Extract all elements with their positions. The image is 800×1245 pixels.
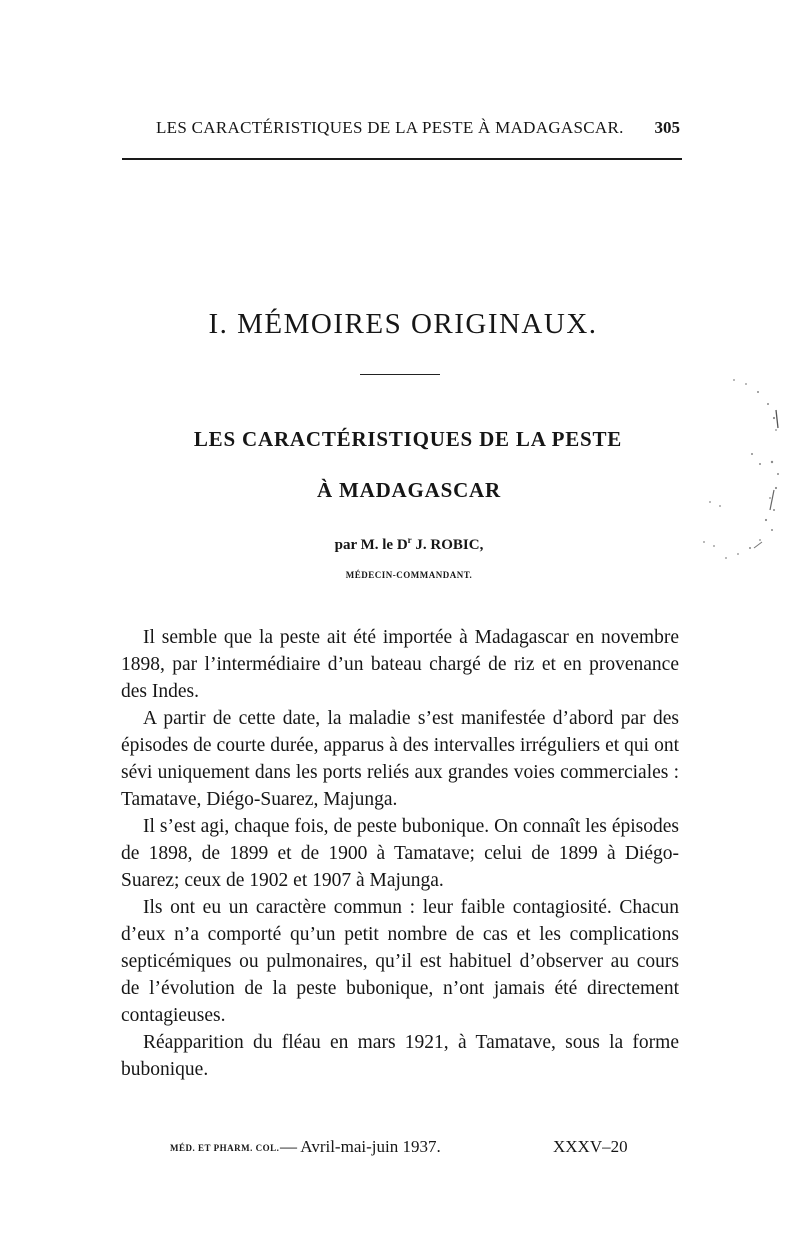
article-body <box>121 624 679 1083</box>
article-title-line-2: À MADAGASCAR <box>316 478 501 502</box>
page-number: 305 <box>654 118 680 137</box>
byline-superscript: r <box>407 535 412 545</box>
footer-journal: MÉD. ET PHARM. COL. <box>170 1143 280 1153</box>
running-title: LES CARACTÉRISTIQUES DE LA PESTE À MADAGASCAR. <box>156 118 624 137</box>
byline-prefix: par M. le D <box>334 537 408 553</box>
footer-date: — Avril-mai-juin 1937. <box>280 1137 441 1156</box>
paragraph: Réapparition du fléau en mars 1921, à Tamatave, sous la forme bubonique. <box>121 1032 679 1080</box>
article-title-line-1: LES CARACTÉRISTIQUES DE LA PESTE <box>193 427 623 451</box>
paragraph: Ils ont eu un caractère commun : leur faible contagiosité. Chacun d’eux n’a comporté qu’un petit nombre de cas et les complications septicémiques ou pulmonaires, qu’il est habituel d’observer au cours de l’évolution de la peste bubonique, n’ont jamais été directement contagieuses. <box>121 897 679 1026</box>
byline <box>0 535 800 554</box>
section-divider <box>360 374 440 375</box>
bleed-through-marks <box>690 370 800 580</box>
author-name: J. ROBIC, <box>411 537 484 553</box>
running-head <box>122 118 682 142</box>
paragraph: A partir de cette date, la maladie s’est manifestée d’abord par des épisodes de courte durée, apparus à des intervalles irréguliers et qui ont sévi uniquement dans les ports reliés aux grandes voies commerciales : Tamatave, Diégo-Suarez, Majunga. <box>121 708 679 810</box>
header-rule <box>122 158 682 160</box>
section-heading: I. MÉMOIRES ORIGINAUX. <box>208 308 598 340</box>
paragraph: Il s’est agi, chaque fois, de peste bubonique. On connaît les épisodes de 1898, de 1899 et de 1900 à Tamatave; celui de 1899 à Diégo-Suarez; ceux de 1902 et 1907 à Majunga. <box>121 816 679 891</box>
footer-signature: XXXV–20 <box>553 1137 628 1156</box>
author-affiliation: MÉDECIN-COMMANDANT. <box>345 570 473 580</box>
paragraph: Il semble que la peste ait été importée à Madagascar en novembre 1898, par l’intermédiaire d’un bateau chargé de riz et en provenance des Indes. <box>121 627 679 702</box>
page-footer <box>0 1137 800 1161</box>
